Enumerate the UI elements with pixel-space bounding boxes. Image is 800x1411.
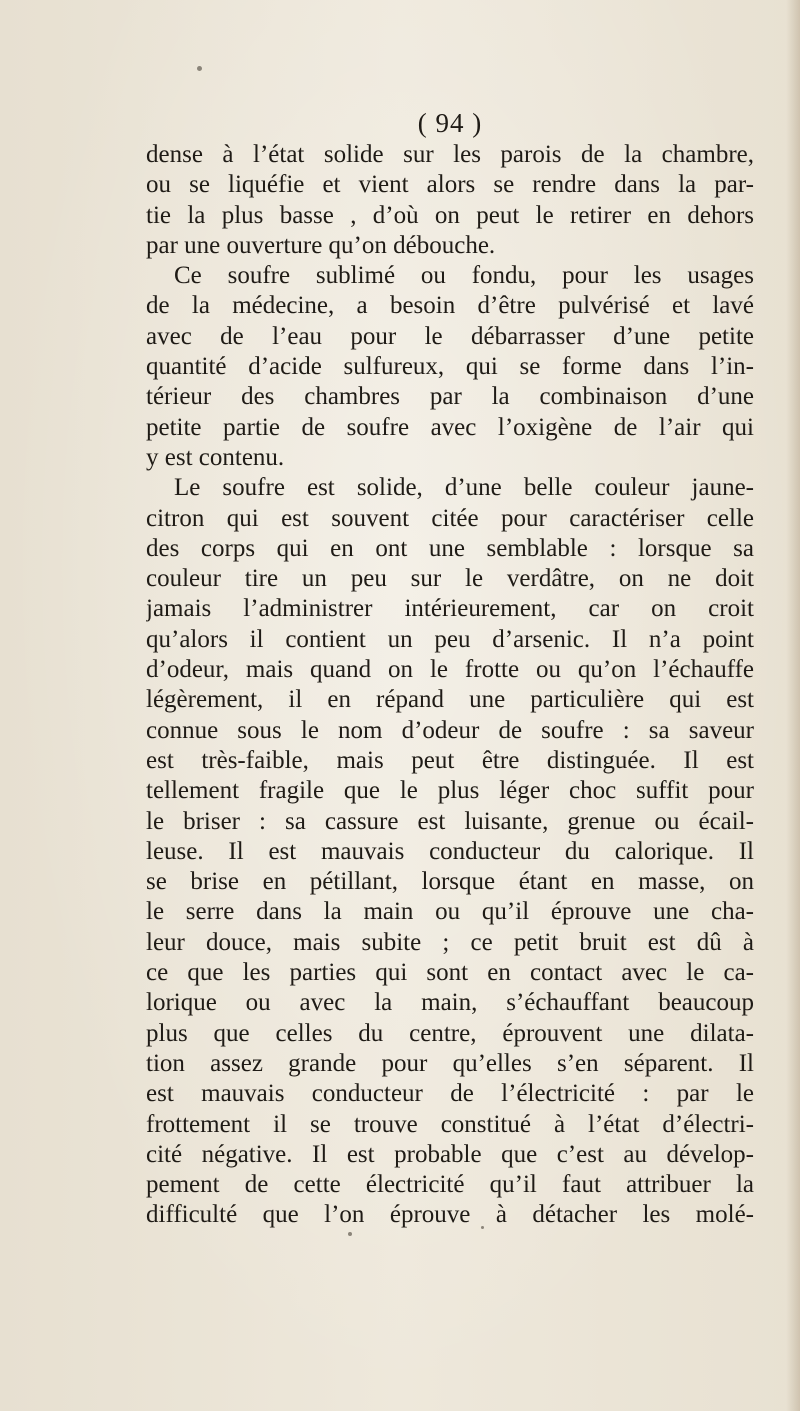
text-line: tion assez grande pour qu’elles s’en séparent. Il — [146, 1049, 754, 1077]
ink-speck — [348, 1232, 352, 1236]
text-line: leur douce, mais subite ; ce petit bruit est dû à — [146, 928, 754, 956]
text-line: Ce soufre sublimé ou fondu, pour les usages — [174, 262, 754, 290]
text-line: avec de l’eau pour le débarrasser d’une petite — [146, 322, 754, 350]
body-text — [146, 140, 754, 1231]
text-line: se brise en pétillant, lorsque étant en masse, on — [146, 868, 754, 896]
text-line: légèrement, il en répand une particulière qui est — [146, 686, 754, 714]
text-line: tellement fragile que le plus léger choc suffit pour — [146, 777, 754, 805]
text-line: dense à l’état solide sur les parois de la chambre, — [146, 141, 754, 168]
text-line: petite partie de soufre avec l’oxigène de l’air qui — [146, 413, 754, 441]
ink-speck — [197, 66, 202, 71]
text-line: quantité d’acide sulfureux, qui se forme dans l’in- — [146, 353, 754, 381]
text-line: plus que celles du centre, éprouvent une dilata- — [146, 1019, 754, 1047]
text-line: par une ouverture qu’on débouche. — [146, 231, 496, 259]
text-line: ou se liquéfie et vient alors se rendre dans la par- — [146, 171, 754, 199]
text-line: citron qui est souvent citée pour caractériser celle — [146, 504, 754, 532]
text-line: ce que les parties qui sont en contact avec le ca- — [146, 959, 754, 987]
text-line: le briser : sa cassure est luisante, grenue ou écail- — [146, 807, 754, 835]
text-line: frottement il se trouve constitué à l’état d’électri- — [146, 1110, 754, 1138]
text-line: d’odeur, mais quand on le frotte ou qu’on l’échauffe — [146, 656, 754, 684]
text-line: est très-faible, mais peut être distinguée. Il est — [146, 746, 754, 774]
page-number: ( 94 ) — [417, 108, 483, 138]
text-line: qu’alors il contient un peu d’arsenic. Il n’a point — [146, 625, 754, 653]
text-line: térieur des chambres par la combinaison d’une — [146, 383, 754, 411]
text-line: difficulté que l’on éprouve à détacher les molé- — [146, 1201, 754, 1229]
text-line: leuse. Il est mauvais conducteur du calorique. Il — [146, 837, 754, 865]
text-line: lorique ou avec la main, s’échauffant beaucoup — [146, 989, 754, 1017]
text-line: de la médecine, a besoin d’être pulvérisé et lavé — [146, 292, 754, 320]
text-line: des corps qui en ont une semblable : lorsque sa — [146, 534, 754, 562]
page-edge-shadow — [786, 0, 800, 1411]
text-line: est mauvais conducteur de l’électricité : par le — [146, 1080, 754, 1108]
text-line: y est contenu. — [146, 443, 285, 471]
text-line: jamais l’administrer intérieurement, car on croit — [146, 595, 754, 623]
text-line: le serre dans la main ou qu’il éprouve une cha- — [146, 898, 754, 926]
text-line: tie la plus basse , d’où on peut le retirer en dehors — [146, 201, 754, 229]
text-line: couleur tire un peu sur le verdâtre, on ne doit — [146, 565, 754, 593]
text-line: connue sous le nom d’odeur de soufre : sa saveur — [146, 716, 754, 744]
text-line: cité négative. Il est probable que c’est au dévelop- — [146, 1140, 754, 1168]
text-line: pement de cette électricité qu’il faut attribuer la — [146, 1171, 754, 1199]
text-line: Le soufre est solide, d’une belle couleur jaune- — [174, 474, 754, 502]
